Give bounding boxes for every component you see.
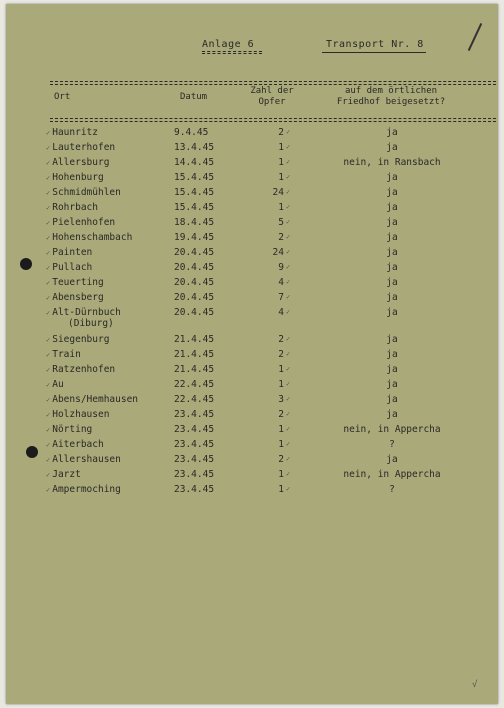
- check-mark-icon: ✓: [46, 471, 51, 479]
- cell-zahl: 2: [278, 409, 284, 420]
- cell-datum: 20.4.45: [174, 277, 215, 288]
- pen-mark: [468, 23, 482, 51]
- cell-ort: [46, 424, 92, 436]
- check-mark-icon: ✓: [46, 336, 51, 344]
- cell-friedhof: nein, in Appercha: [343, 424, 441, 435]
- cell-friedhof: ja: [386, 142, 398, 153]
- cell-friedhof: ja: [386, 187, 398, 198]
- cell-datum: 23.4.45: [174, 484, 215, 495]
- cell-ort: [46, 409, 109, 421]
- cell-datum: 19.4.45: [174, 232, 215, 243]
- cell-ort-text: Abensberg: [52, 292, 104, 303]
- cell-datum: 20.4.45: [174, 307, 215, 318]
- check-mark-icon: ✓: [286, 248, 291, 256]
- check-mark-icon: ✓: [286, 233, 291, 241]
- cell-friedhof: nein, in Appercha: [343, 469, 441, 480]
- cell-datum: 22.4.45: [174, 379, 215, 390]
- cell-zahl: 1: [278, 424, 284, 435]
- header-rule-top: [50, 81, 496, 82]
- cell-ort: [46, 439, 104, 451]
- cell-datum: 23.4.45: [174, 409, 215, 420]
- cell-ort-text: Ratzenhofen: [52, 364, 116, 375]
- cell-ort: [46, 469, 81, 481]
- cell-ort-text: Jarzt: [52, 469, 81, 480]
- cell-ort: [46, 484, 121, 496]
- cell-zahl: 1: [278, 379, 284, 390]
- cell-ort: [46, 232, 132, 244]
- cell-ort: [46, 157, 109, 169]
- cell-ort-text: Hohenburg: [52, 172, 104, 183]
- check-mark-icon: ✓: [46, 441, 51, 449]
- cell-ort-text: Rohrbach: [52, 202, 98, 213]
- cell-ort: [46, 262, 92, 274]
- cell-ort: [46, 202, 98, 214]
- cell-ort: [46, 394, 138, 406]
- cell-zahl: 2: [278, 454, 284, 465]
- check-mark-icon: ✓: [286, 470, 291, 478]
- cell-datum: 22.4.45: [174, 394, 215, 405]
- check-mark-icon: ✓: [46, 486, 51, 494]
- cell-datum: 14.4.45: [174, 157, 215, 168]
- check-mark-icon: ✓: [46, 456, 51, 464]
- cell-ort: [46, 217, 115, 229]
- cell-friedhof: ja: [386, 217, 398, 228]
- cell-zahl: 1: [278, 469, 284, 480]
- cell-zahl: 2: [278, 232, 284, 243]
- check-mark-icon: ✓: [46, 234, 51, 242]
- cell-zahl: 1: [278, 484, 284, 495]
- check-mark-icon: ✓: [46, 396, 51, 404]
- cell-datum: 23.4.45: [174, 469, 215, 480]
- check-mark-icon: ✓: [286, 143, 291, 151]
- check-mark-icon: ✓: [286, 440, 291, 448]
- check-mark-icon: ✓: [286, 293, 291, 301]
- cell-zahl: 4: [278, 277, 284, 288]
- column-header-datum: Datum: [180, 92, 208, 102]
- cell-ort-text: Pullach: [52, 262, 93, 273]
- cell-datum: 20.4.45: [174, 292, 215, 303]
- cell-ort: [46, 277, 104, 289]
- cell-ort-text: Ampermoching: [52, 484, 121, 495]
- cell-zahl: 2: [278, 334, 284, 345]
- cell-ort-text: Allershausen: [52, 454, 121, 465]
- cell-zahl: 1: [278, 202, 284, 213]
- check-mark-icon: ✓: [286, 173, 291, 181]
- cell-zahl: 24: [272, 247, 284, 258]
- check-mark-icon: ✓: [286, 263, 291, 271]
- cell-datum: 23.4.45: [174, 454, 215, 465]
- check-mark-icon: ✓: [46, 279, 51, 287]
- cell-datum: 20.4.45: [174, 247, 215, 258]
- check-mark-icon: ✓: [286, 380, 291, 388]
- cell-ort: [46, 292, 104, 304]
- cell-ort: [46, 334, 109, 346]
- cell-datum: 20.4.45: [174, 262, 215, 273]
- cell-ort-text: Siegenburg: [52, 334, 110, 345]
- cell-friedhof: ja: [386, 394, 398, 405]
- cell-zahl: 9: [278, 262, 284, 273]
- cell-ort-subline: (Diburg): [68, 318, 114, 329]
- cell-zahl: 1: [278, 142, 284, 153]
- column-header-friedhof-line2: Friedhof beigesetzt?: [336, 97, 446, 107]
- cell-ort: [46, 172, 104, 184]
- cell-ort-text: Abens/Hemhausen: [52, 394, 139, 405]
- check-mark-icon: ✓: [46, 381, 51, 389]
- cell-friedhof: ja: [386, 334, 398, 345]
- cell-friedhof: ja: [386, 364, 398, 375]
- check-mark-icon: ✓: [46, 144, 51, 152]
- check-mark-icon: ✓: [286, 278, 291, 286]
- cell-zahl: 2: [278, 127, 284, 138]
- cell-friedhof: ?: [389, 484, 395, 495]
- check-mark-icon: ✓: [286, 425, 291, 433]
- cell-friedhof: ja: [386, 349, 398, 360]
- cell-datum: 13.4.45: [174, 142, 215, 153]
- cell-ort-text: Holzhausen: [52, 409, 110, 420]
- check-mark-icon: ✓: [286, 308, 291, 316]
- check-mark-icon: ✓: [286, 395, 291, 403]
- check-mark-icon: ✓: [286, 203, 291, 211]
- cell-ort: [46, 142, 115, 154]
- column-header-friedhof-line1: auf dem örtlichen: [344, 86, 438, 96]
- cell-datum: 15.4.45: [174, 172, 215, 183]
- check-mark-icon: ✓: [46, 249, 51, 257]
- cell-zahl: 4: [278, 307, 284, 318]
- cell-ort: [46, 379, 64, 391]
- cell-ort-text: Alt-Dürnbuch: [52, 307, 121, 318]
- column-header-friedhof: [316, 86, 466, 108]
- cell-zahl: 1: [278, 439, 284, 450]
- cell-ort-text: Allersburg: [52, 157, 110, 168]
- cell-ort-text: Painten: [52, 247, 93, 258]
- check-mark-icon: ✓: [46, 159, 51, 167]
- cell-friedhof: nein, in Ransbach: [343, 157, 441, 168]
- cell-zahl: 7: [278, 292, 284, 303]
- cell-zahl: 2: [278, 349, 284, 360]
- check-mark-icon: ✓: [46, 189, 51, 197]
- cell-friedhof: ja: [386, 277, 398, 288]
- document-page: [6, 4, 498, 704]
- cell-friedhof: ja: [386, 307, 398, 318]
- cell-zahl: 3: [278, 394, 284, 405]
- cell-ort-text: Hohenschambach: [52, 232, 133, 243]
- cell-datum: 18.4.45: [174, 217, 215, 228]
- cell-friedhof: ja: [386, 202, 398, 213]
- anlage-underline-2: [202, 53, 262, 54]
- column-header-ort: Ort: [54, 92, 71, 102]
- cell-friedhof: ja: [386, 409, 398, 420]
- corner-mark: √: [472, 680, 478, 690]
- cell-datum: 9.4.45: [174, 127, 209, 138]
- cell-ort-text: Pielenhofen: [52, 217, 116, 228]
- cell-ort: [46, 127, 98, 139]
- cell-datum: 21.4.45: [174, 334, 215, 345]
- anlage-underline: [202, 51, 262, 52]
- check-mark-icon: ✓: [46, 219, 51, 227]
- cell-ort-text: Aiterbach: [52, 439, 104, 450]
- cell-ort: [46, 454, 121, 466]
- cell-ort-text: Haunritz: [52, 127, 98, 138]
- header-rule-bottom: [50, 118, 496, 119]
- check-mark-icon: ✓: [286, 158, 291, 166]
- check-mark-icon: ✓: [286, 218, 291, 226]
- check-mark-icon: ✓: [286, 128, 291, 136]
- cell-ort-text: Lauterhofen: [52, 142, 116, 153]
- cell-zahl: 1: [278, 172, 284, 183]
- cell-ort: [46, 364, 115, 376]
- anlage-label: Anlage 6: [202, 39, 255, 50]
- check-mark-icon: ✓: [286, 410, 291, 418]
- cell-datum: 15.4.45: [174, 202, 215, 213]
- check-mark-icon: ✓: [286, 350, 291, 358]
- cell-ort: [46, 349, 81, 361]
- cell-ort: [46, 187, 121, 199]
- cell-friedhof: ja: [386, 127, 398, 138]
- cell-datum: 23.4.45: [174, 424, 215, 435]
- check-mark-icon: ✓: [46, 351, 51, 359]
- check-mark-icon: ✓: [46, 366, 51, 374]
- cell-datum: 21.4.45: [174, 349, 215, 360]
- cell-friedhof: ja: [386, 454, 398, 465]
- check-mark-icon: ✓: [46, 204, 51, 212]
- column-header-zahl: [242, 86, 302, 108]
- check-mark-icon: ✓: [286, 485, 291, 493]
- column-header-zahl-line2: Opfer: [258, 97, 286, 107]
- cell-datum: 15.4.45: [174, 187, 215, 198]
- cell-zahl: 5: [278, 217, 284, 228]
- cell-datum: 21.4.45: [174, 364, 215, 375]
- check-mark-icon: ✓: [46, 294, 51, 302]
- cell-ort-text: Nörting: [52, 424, 93, 435]
- check-mark-icon: ✓: [46, 174, 51, 182]
- transport-underline: [322, 52, 426, 53]
- column-header-zahl-line1: Zahl der: [250, 86, 294, 96]
- cell-zahl: 1: [278, 157, 284, 168]
- cell-friedhof: ja: [386, 262, 398, 273]
- check-mark-icon: ✓: [286, 335, 291, 343]
- cell-zahl: 24: [272, 187, 284, 198]
- header-rule-top-2: [50, 84, 496, 85]
- header-rule-bottom-2: [50, 121, 496, 122]
- cell-ort-text: Schmidmühlen: [52, 187, 121, 198]
- check-mark-icon: ✓: [46, 309, 51, 317]
- cell-friedhof: ja: [386, 232, 398, 243]
- transport-label: Transport Nr. 8: [326, 39, 424, 50]
- check-mark-icon: ✓: [46, 411, 51, 419]
- cell-friedhof: ja: [386, 292, 398, 303]
- check-mark-icon: ✓: [46, 426, 51, 434]
- cell-ort-text: Teuerting: [52, 277, 104, 288]
- cell-friedhof: ja: [386, 247, 398, 258]
- cell-friedhof: ?: [389, 439, 395, 450]
- cell-datum: 23.4.45: [174, 439, 215, 450]
- punch-hole-lower: [26, 446, 38, 458]
- cell-friedhof: ja: [386, 379, 398, 390]
- cell-ort-text: Au: [52, 379, 64, 390]
- check-mark-icon: ✓: [286, 455, 291, 463]
- cell-ort-text: Train: [52, 349, 81, 360]
- cell-ort: [46, 247, 92, 259]
- check-mark-icon: ✓: [286, 188, 291, 196]
- cell-friedhof: ja: [386, 172, 398, 183]
- cell-zahl: 1: [278, 364, 284, 375]
- check-mark-icon: ✓: [46, 264, 51, 272]
- check-mark-icon: ✓: [286, 365, 291, 373]
- punch-hole-upper: [20, 258, 32, 270]
- check-mark-icon: ✓: [46, 129, 51, 137]
